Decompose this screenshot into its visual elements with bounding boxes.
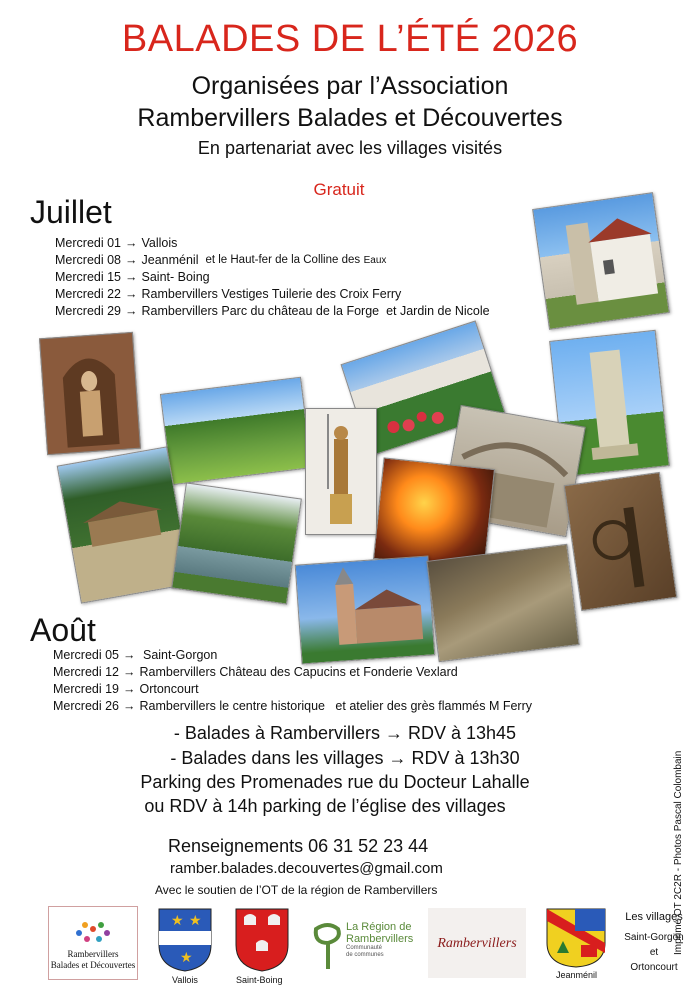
logo-text: Rambervillers xyxy=(67,949,119,959)
schedule-extra: Eaux xyxy=(363,255,387,266)
month-heading-august: Août xyxy=(30,612,96,648)
rdv-villages: - Balades dans les villages → RDV à 13h30 xyxy=(170,748,520,768)
poster-title: BALADES DE L’ÉTÉ 2026 xyxy=(121,18,579,60)
schedule-row xyxy=(55,235,490,252)
stone-ruins-photo xyxy=(426,544,579,663)
phone-contact: Renseignements 06 31 52 23 44 xyxy=(168,836,429,856)
arrow-icon: → xyxy=(123,665,136,679)
schedule-day: Mercredi 26 xyxy=(53,699,119,713)
logo-text: Balades et Découvertes xyxy=(50,960,136,970)
people-circle-icon xyxy=(49,907,137,947)
rambervillers-logo xyxy=(428,908,526,978)
villages-label-block xyxy=(616,910,692,975)
print-credit: Imprimé OT 2C2R - Photos Pascal Colombain xyxy=(673,750,684,955)
arrow-icon: → xyxy=(123,648,136,662)
schedule-day: Mercredi 08 xyxy=(55,253,121,267)
arrow-icon: → xyxy=(125,287,138,301)
svg-text:★: ★ xyxy=(171,912,184,928)
schedule-day: Mercredi 12 xyxy=(53,665,119,679)
support-line: Avec le soutien de l’OT de la région de Rambervillers xyxy=(155,883,438,897)
logo-text: Saint-Gorgon xyxy=(624,932,684,943)
svg-text:★: ★ xyxy=(189,912,202,928)
church-illustration xyxy=(533,193,669,329)
schedule-place: Vallois xyxy=(141,236,178,250)
schedule-row xyxy=(55,252,490,269)
schedule-extra: et Jardin de Nicole xyxy=(386,304,490,318)
vallois-coat-of-arms xyxy=(157,907,213,973)
statue-niche-photo xyxy=(39,332,141,455)
schedule-place: Saint- Boing xyxy=(141,270,210,284)
schedule-extra: et le Haut-fer de la Colline des xyxy=(205,254,361,266)
schedule-day: Mercredi 29 xyxy=(55,304,121,318)
jeanmenil-coat-of-arms xyxy=(545,907,607,969)
statue-illustration xyxy=(40,333,140,454)
schedule-place: Rambervillers Château des Capucins et Fonderie Vexlard xyxy=(139,665,458,679)
partnership-line: En partenariat avec les villages visités xyxy=(197,138,503,158)
meadow-photo xyxy=(160,377,312,486)
shield-bells-icon xyxy=(234,907,290,973)
schedule-place: Ortoncourt xyxy=(139,682,199,696)
schedule-row xyxy=(53,647,532,664)
schedule-day: Mercredi 01 xyxy=(55,236,121,250)
rdv-rambervillers: - Balades à Rambervillers → RDV à 13h45 xyxy=(173,723,517,743)
shield-icon xyxy=(545,907,607,969)
parking-alternative: ou RDV à 14h parking de l’église des villages xyxy=(144,796,506,816)
schedule-place: Rambervillers le centre historique xyxy=(139,699,325,713)
logo-text: Rambervillers xyxy=(346,933,414,945)
schedule-row xyxy=(53,698,532,715)
schedule-row xyxy=(55,303,490,320)
jeanmenil-label: Jeanménil xyxy=(556,970,598,980)
logo-text: Ortoncourt xyxy=(630,962,678,973)
logo-text: Les villages xyxy=(625,911,683,923)
arrow-icon: → xyxy=(125,236,138,250)
logo-text: Rambervillers xyxy=(437,936,517,951)
saint-boing-coat-of-arms xyxy=(234,907,290,973)
july-schedule xyxy=(55,235,490,320)
month-heading-july: Juillet xyxy=(30,194,112,230)
vallois-label: Vallois xyxy=(172,975,198,985)
arrow-icon: → xyxy=(123,699,136,713)
email-contact[interactable]: ramber.balades.decouvertes@gmail.com xyxy=(170,860,443,877)
knight-statue-illustration xyxy=(306,409,376,534)
logo-text: La Région de xyxy=(346,921,412,933)
forge-fire-photo xyxy=(373,457,495,570)
free-label: Gratuit xyxy=(313,180,365,199)
church-photo xyxy=(532,192,670,330)
tree-logo-icon xyxy=(308,915,348,971)
schedule-day: Mercredi 19 xyxy=(53,682,119,696)
schedule-place: Jeanménil xyxy=(141,253,199,267)
schedule-day: Mercredi 22 xyxy=(55,287,121,301)
cabin-illustration xyxy=(58,447,190,602)
schedule-place: Rambervillers Vestiges Tuilerie des Croix Ferry xyxy=(141,287,402,301)
association-logo xyxy=(48,906,138,980)
schedule-day: Mercredi 05 xyxy=(53,648,119,662)
schedule-row xyxy=(53,664,532,681)
forest-cabin-photo xyxy=(57,446,192,603)
august-schedule xyxy=(53,647,532,715)
schedule-extra: et atelier des grès flammés M Ferry xyxy=(335,699,533,713)
schedule-row xyxy=(55,286,490,303)
arrow-icon: → xyxy=(123,682,136,696)
schedule-day: Mercredi 15 xyxy=(55,270,121,284)
shield-icon xyxy=(157,907,213,973)
park-pond-photo xyxy=(171,482,302,604)
schedule-place: Saint-Gorgon xyxy=(142,648,218,662)
arrow-icon: → xyxy=(125,270,138,284)
organizer-line: Organisées par l’Association xyxy=(191,72,509,100)
logo-text: Communauté xyxy=(346,945,383,951)
parking-info: Parking des Promenades rue du Docteur Lahalle xyxy=(140,772,530,792)
arrow-icon: → xyxy=(125,253,138,267)
armored-statue-photo xyxy=(305,408,377,535)
association-name: Rambervillers Balades et Découvertes xyxy=(137,104,563,132)
schedule-row xyxy=(53,681,532,698)
workshop-photo xyxy=(564,472,678,611)
region-logo xyxy=(308,915,416,973)
arrow-icon: → xyxy=(125,304,138,318)
svg-text:★: ★ xyxy=(180,949,193,965)
saint-boing-label: Saint-Boing xyxy=(236,975,283,985)
logo-text: et xyxy=(649,947,659,958)
schedule-place: Rambervillers Parc du château de la Forge xyxy=(141,304,380,318)
schedule-row xyxy=(55,269,490,286)
logo-text: de communes xyxy=(346,952,384,958)
workshop-illustration xyxy=(565,473,676,610)
